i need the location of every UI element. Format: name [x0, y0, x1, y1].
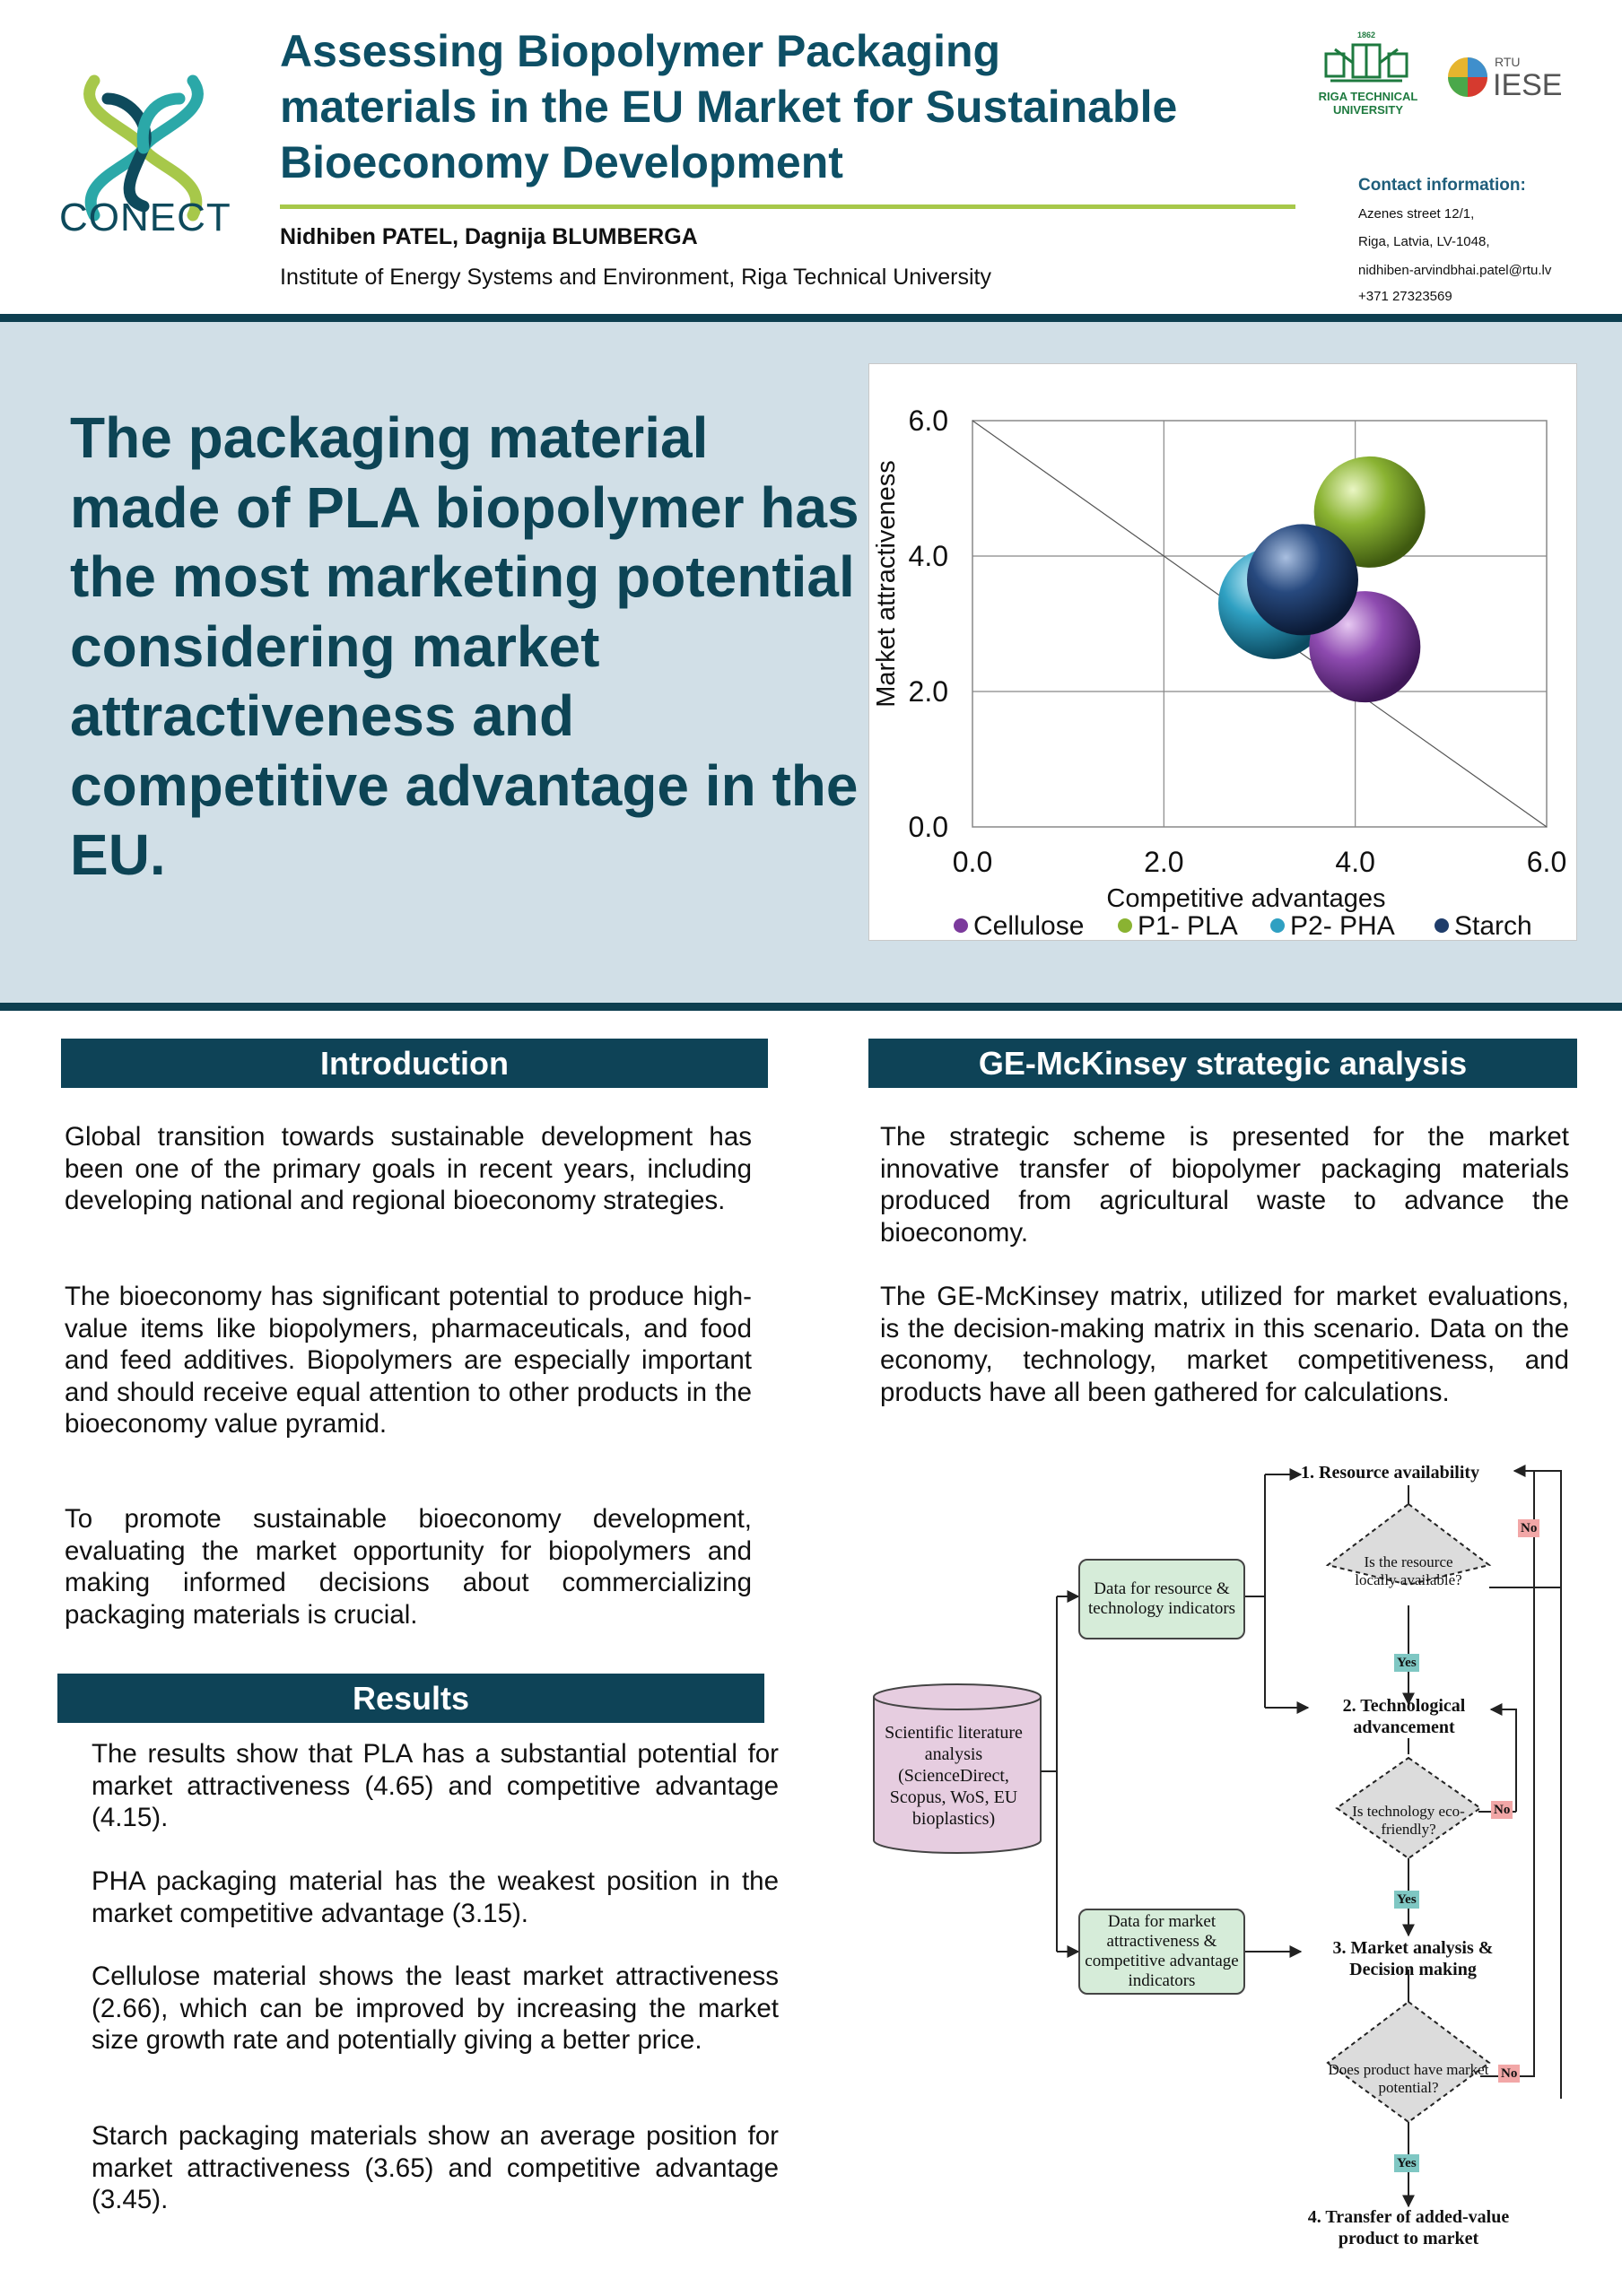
iese-big-text: IESE: [1493, 68, 1563, 102]
contact-address: Azenes street 12/1,: [1358, 206, 1475, 222]
poster-title-line: Assessing Biopolymer Packaging: [280, 26, 1001, 76]
legend-item: [954, 911, 1084, 941]
intro-paragraph: Global transition towards sustainable development has been one of the primary goals in recent years, including developing national and regional bioeconomy strategies.: [65, 1122, 752, 1215]
band-divider: [0, 1003, 1622, 1011]
ge-paragraph: The GE-McKinsey matrix, utilized for market evaluations, is the decision-making matrix in this scenario. Data on the economy, technology, market competitiveness, and products have all been gathered for calculations.: [880, 1282, 1569, 1407]
legend-item: [1435, 911, 1532, 941]
legend-item: [1270, 911, 1395, 941]
ge-mckinsey-heading: GE-McKinsey strategic analysis: [868, 1039, 1577, 1088]
legend-label: Cellulose: [973, 911, 1085, 941]
key-message: The packaging material made of PLA biopolymer has the most marketing potential considering market attractiveness and competitive advantage in the EU.: [70, 405, 859, 887]
results-paragraph: Starch packaging materials show an average position for market attractiveness (3.65) and competitive advantage (3.45).: [92, 2121, 779, 2214]
contact-city: Riga, Latvia, LV-1048,: [1358, 234, 1490, 249]
y-tick-label: 6.0: [908, 404, 948, 437]
chart-y-axis-label: Market attractiveness: [872, 460, 901, 708]
x-tick-label: 4.0: [1335, 846, 1375, 878]
title-divider: [280, 204, 1295, 209]
y-tick-label: 0.0: [908, 811, 948, 843]
no-label: No: [1491, 1801, 1513, 1819]
results-paragraph: PHA packaging material has the weakest position in the market competitive advantage (3.15).: [92, 1866, 779, 1928]
step-transfer-to-market: 4. Transfer of added-value product to market: [1307, 2207, 1510, 2248]
contact-phone: +371 27323569: [1358, 289, 1452, 304]
iese-small-text: RTU: [1495, 55, 1521, 69]
yes-label: Yes: [1394, 1654, 1419, 1672]
question-market-potential: Does product have market potential?: [1328, 2061, 1489, 2096]
bubble-mark: [1247, 524, 1358, 635]
legend-marker: [1270, 918, 1285, 933]
ge-paragraph: The strategic scheme is presented for the market innovative transfer of biopolymer packaging materials produced from agricultural waste to advance the bioeconomy.: [880, 1122, 1569, 1248]
rtu-year: 1862: [1356, 30, 1376, 39]
x-tick-label: 6.0: [1526, 846, 1567, 878]
step-technological-advancement: 2. Technological advancement: [1342, 1696, 1466, 1737]
yes-label: Yes: [1394, 1891, 1419, 1909]
rtu-name: [1310, 90, 1426, 117]
chart-svg: [869, 364, 1578, 942]
poster-header: [0, 0, 1622, 314]
no-label: No: [1518, 1519, 1539, 1537]
legend-label: P2- PHA: [1290, 911, 1395, 941]
rtu-name-line: RIGA TECHNICAL: [1318, 90, 1418, 103]
legend-item: [1118, 911, 1238, 941]
market-data-box: Data for market attractiveness & competitive advantage indicators: [1078, 1909, 1245, 1995]
legend-marker: [1118, 918, 1132, 933]
yes-label: Yes: [1394, 2154, 1419, 2172]
resource-data-box: Data for resource & technology indicators: [1078, 1559, 1245, 1639]
contact-title: Contact information:: [1358, 176, 1526, 195]
results-paragraph: The results show that PLA has a substantial potential for market attractiveness (4.65) and competitive advantage (4.15).: [92, 1739, 779, 1832]
results-paragraph: Cellulose material shows the least market attractiveness (2.66), which can be improved by increasing the market size growth rate and potentially giving a better price.: [92, 1961, 779, 2055]
authors: Nidhiben PATEL, Dagnija BLUMBERGA: [280, 224, 698, 249]
introduction-heading: Introduction: [61, 1039, 768, 1088]
y-tick-label: 2.0: [908, 675, 948, 708]
intro-paragraph: The bioeconomy has significant potential to produce high-value items like biopolymers, pharmaceuticals, and food and feed additives. Biopolymers are especially important and should receive equal attention to other products in the bioeconomy value pyramid.: [65, 1282, 752, 1439]
legend-label: Starch: [1454, 911, 1532, 941]
rtu-name-line: UNIVERSITY: [1332, 103, 1403, 117]
no-label: No: [1498, 2065, 1520, 2083]
literature-source: Scientific literature analysis (ScienceDirect, Scopus, WoS, EU bioplastics): [885, 1723, 1023, 1829]
poster-title-line: materials in the EU Market for Sustainable: [280, 82, 1178, 132]
legend-marker: [954, 918, 968, 933]
legend-label: P1- PLA: [1138, 911, 1238, 941]
x-tick-label: 0.0: [952, 846, 993, 878]
results-heading: Results: [57, 1674, 764, 1723]
legend-marker: [1435, 918, 1449, 933]
poster-title: [280, 23, 1303, 190]
poster-title-line: Bioeconomy Development: [280, 137, 843, 187]
y-tick-label: 4.0: [908, 540, 948, 572]
x-tick-label: 2.0: [1144, 846, 1184, 878]
step-market-analysis: 3. Market analysis & Decision making: [1332, 1938, 1494, 1979]
step-resource-availability: 1. Resource availability: [1301, 1463, 1480, 1483]
question-technology: Is technology eco-friendly?: [1352, 1803, 1465, 1838]
affiliation: Institute of Energy Systems and Environment, Riga Technical University: [280, 265, 991, 290]
strategy-flowchart: [861, 1453, 1579, 2260]
chart-legend: [954, 911, 1532, 941]
intro-paragraph: To promote sustainable bioeconomy development, evaluating the market opportunity for biopolymers and making informed decisions about commercializing packaging materials is crucial.: [65, 1504, 752, 1630]
contact-email[interactable]: nidhiben-arvindbhai.patel@rtu.lv: [1358, 263, 1552, 278]
bubble-starch: [1247, 524, 1358, 635]
chart-x-axis-label: Competitive advantages: [1106, 884, 1386, 913]
iese-logo-icon: [1448, 47, 1565, 109]
ge-matrix-chart: [868, 363, 1577, 941]
header-divider: [0, 314, 1622, 322]
question-resource: Is the resource locally available?: [1355, 1553, 1462, 1588]
conect-logo-text: CONECT: [59, 196, 231, 239]
